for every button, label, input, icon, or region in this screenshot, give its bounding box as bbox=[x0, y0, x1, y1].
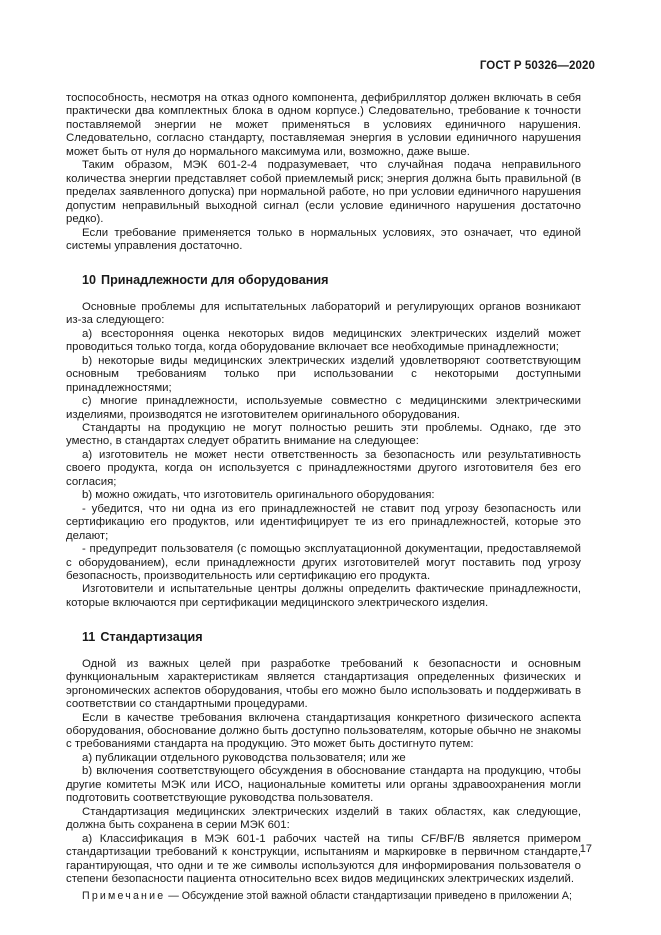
document-id-header: ГОСТ Р 50326—2020 bbox=[479, 60, 595, 72]
section-11-paragraph: Если в качестве требования включена стандартизация конкретного физического аспекта оборудования, обоснование должно быть доступно пользователям, которые обычно не знакомы с требованиями стандарта на продукцию. Это может быть достигнуто путем: bbox=[66, 711, 581, 751]
page-number: 17 bbox=[579, 843, 592, 855]
section-10-list-item: c) многие принадлежности, используемые совместно с медицинскими электрическими изделиями, производятся не изготовителем оригинального оборудования. bbox=[66, 395, 581, 421]
section-10-list-item: a) всесторонняя оценка некоторых видов медицинских электрических изделий может проводиться только тогда, когда оборудование включает все необходимые принадлежности; bbox=[66, 327, 581, 354]
intro-paragraph-2: Таким образом, МЭК 601-2-4 подразумевает, что случайная подача неправильного количества энергии представляет собой приемлемый риск; энергия должна быть правильной (в пределах заявленного допуска) при нормальной работе, но при условии единичного нарушения допустим неправильный выходной сигнал (если условие единичного нарушения достаточно редко). bbox=[66, 159, 581, 226]
section-11-paragraph: Одной из важных целей при разработке требований к безопасности и основным функциональным характеристикам является стандартизация определенных физических и эргономических аспектов оборудования, чтобы его можно было использовать и поддерживать в соответствии со стандартными процедурами. bbox=[66, 657, 581, 711]
section-11-list-item: a) публикации отдельного руководства пользователя; или же bbox=[82, 751, 406, 764]
note bbox=[66, 890, 581, 903]
section-10-list-item: b) можно ожидать, что изготовитель оригинального оборудования: bbox=[82, 489, 435, 502]
intro-paragraph-1: тоспособность, несмотря на отказ одного компонента, дефибриллятор должен включать в себя практически два комплектных блока в одном корпусе.) Следовательно, требование к точности поставляемой энергии не может применяться в условиях единичного нарушения. Следовательно, согласно стандарту, поставляемая энергия в условии единичного нарушения может быть от нуля до нормального максимума или, возможно, даже выше. bbox=[66, 92, 581, 158]
section-10-list-item: a) изготовитель не может нести ответственность за безопасность или результативность своего продукта, когда он используется с принадлежностями другого изготовителя без его согласия; bbox=[66, 448, 581, 488]
section-11-paragraph: Стандартизация медицинских электрических изделий в таких областях, как следующие, должна быть сохранена в серии МЭК 601: bbox=[66, 805, 581, 832]
note-label: Примечание bbox=[82, 890, 166, 903]
intro-paragraph-3: Если требование применяется только в нормальных условиях, это означает, что единой системы управления достаточно. bbox=[66, 226, 581, 252]
section-11-title: Стандартизация bbox=[100, 630, 203, 645]
note-text: — Обсуждение этой важной области стандартизации приведено в приложении А; bbox=[165, 890, 572, 903]
section-10-heading bbox=[66, 274, 581, 287]
section-10-list-item: b) некоторые виды медицинских электрических изделий удовлетворяют соответствующим основным требованиям только при использовании с некоторыми доступными принадлежностями; bbox=[66, 354, 581, 394]
section-11-number: 11 bbox=[82, 630, 96, 645]
section-10-paragraph: Стандарты на продукцию не могут полностью решить эти проблемы. Однако, где это уместно, в стандартах следует обратить внимание на следующее: bbox=[66, 421, 581, 448]
section-10-dash-item: - предупредит пользователя (с помощью эксплуатационной документации, предоставляемой с оборудованием), если принадлежности других изготовителей могут поставить под угрозу безопасность, производительность или сертификацию его продукта. bbox=[66, 543, 581, 582]
section-10-number: 10 bbox=[82, 273, 97, 288]
section-11-list-item: a) Классификация в МЭК 601-1 рабочих частей на типы CF/BF/B является примером стандартизации требований к конструкции, испытаниям и маркировке в первичном стандарте, гарантирующая, что одни и те же символы используются для информирования пользователя о степени безопасности пациента относительно всех видов медицинских электрических изделий. bbox=[66, 832, 581, 886]
page-body bbox=[66, 92, 581, 904]
section-11-list-item: b) включения соответствующего обсуждения в обоснование стандарта на продукцию, чтобы другие комитеты МЭК или ИСО, национальные комитеты или органы здравоохранения могли подготовить соответствующие руководства пользователя. bbox=[66, 765, 581, 805]
section-10-paragraph: Основные проблемы для испытательных лабораторий и регулирующих органов возникают из-за следующего: bbox=[66, 300, 581, 327]
section-10-paragraph: Изготовители и испытательные центры должны определить фактические принадлежности, которые включаются при сертификации медицинского электрического изделия. bbox=[66, 583, 581, 609]
section-10-title: Принадлежности для оборудования bbox=[101, 273, 329, 288]
section-10-dash-item: - убедится, что ни одна из его принадлежностей не ставит под угрозу безопасность или сертификацию его продуктов, или идентифицирует те из его принадлежностей, которые это делают; bbox=[66, 502, 581, 542]
section-11-heading bbox=[66, 631, 581, 644]
